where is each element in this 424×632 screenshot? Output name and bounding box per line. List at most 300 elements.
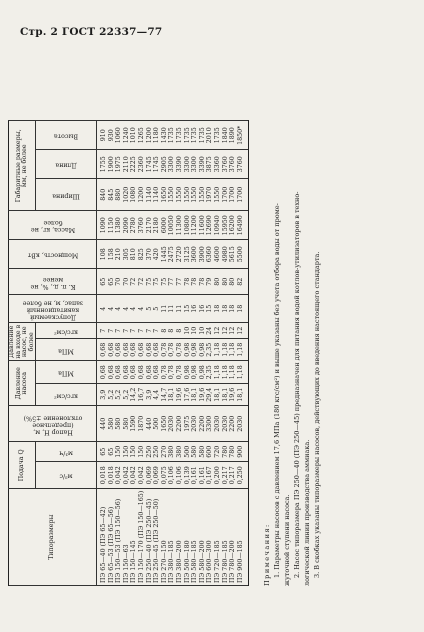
cell-q-h: 780: [222, 442, 230, 462]
cell-h: 1265: [138, 121, 146, 150]
header-pressure-mpa: МПа: [36, 361, 97, 384]
cell-eff: 80: [230, 269, 238, 295]
cell-q-h: 720: [214, 442, 222, 462]
cell-mpa: 0,98: [199, 361, 207, 384]
cell-npsh: 11: [169, 295, 177, 323]
cell-mpa: 1,18: [214, 361, 222, 384]
cell-power: 158: [108, 240, 116, 269]
cell-head: 2030: [214, 406, 222, 442]
cell-power: 1445: [161, 240, 169, 269]
cell-h: 1735: [176, 121, 184, 150]
cell-q-h: 780: [230, 442, 238, 462]
cell-kgf2: 12: [230, 323, 238, 339]
header-width: Ширина: [36, 179, 97, 211]
cell-kgf2: 12: [214, 323, 222, 339]
cell-eff: 65: [108, 269, 116, 295]
cell-kgf: 18,1: [222, 384, 230, 406]
header-inlet-kgf: кгс/см²: [36, 323, 97, 339]
cell-l: 1745: [146, 150, 154, 179]
header-flow-m3h: м³/ч: [36, 442, 97, 462]
cell-q-s: 0,106: [169, 462, 177, 489]
cell-inlet-mpa: 0,78: [169, 339, 177, 361]
cell-w: 1700: [222, 179, 230, 211]
cell-q-s: 0,161: [199, 462, 207, 489]
cell-head: 1870: [138, 406, 146, 442]
cell-q-h: 380: [169, 442, 177, 462]
cell-w: 1550: [192, 179, 200, 211]
cell-kgf: 18,1: [214, 384, 222, 406]
cell-q-h: 250: [154, 442, 162, 462]
cell-head: 2200: [199, 406, 207, 442]
cell-kgf2: 8: [169, 323, 177, 339]
cell-mpa: 2,35: [207, 361, 215, 384]
cell-mpa: 1,18: [222, 361, 230, 384]
cell-kgf2: 10: [199, 323, 207, 339]
cell-q-h: 65: [97, 442, 108, 462]
cell-model: ПЭ 500—180: [184, 489, 192, 586]
cell-inlet-mpa: 1,18: [222, 339, 230, 361]
cell-model: ПЭ 720—185: [214, 489, 222, 586]
cell-kgf2: 8: [176, 323, 184, 339]
cell-h: 1240: [123, 121, 131, 150]
cell-power: 420: [154, 240, 162, 269]
notes-section: [262, 34, 322, 586]
cell-model: ПЭ 600—300: [207, 489, 215, 586]
cell-h: 1735: [192, 121, 200, 150]
cell-w: 1550: [184, 179, 192, 211]
cell-head: 440: [146, 406, 154, 442]
cell-eff: 75: [161, 269, 169, 295]
cell-q-s: 0,200: [214, 462, 222, 489]
cell-mass: 11300: [176, 211, 184, 240]
cell-q-h: 150: [123, 442, 131, 462]
cell-kgf: 3,9: [97, 384, 108, 406]
cell-npsh: 11: [161, 295, 169, 323]
cell-kgf2: 7: [154, 323, 162, 339]
header-height: Высота: [36, 121, 97, 150]
cell-w: 1550: [199, 179, 207, 211]
cell-h: 1735: [184, 121, 192, 150]
cell-npsh: 16: [192, 295, 200, 323]
cell-mass: 2780: [131, 211, 139, 240]
cell-q-h: 600: [207, 442, 215, 462]
cell-mpa: 0,98: [192, 361, 200, 384]
cell-power: 825: [138, 240, 146, 269]
cell-q-h: 150: [116, 442, 124, 462]
cell-eff: 77: [176, 269, 184, 295]
cell-eff: 70: [123, 269, 131, 295]
cell-l: 3360: [214, 150, 222, 179]
cell-model: ПЭ 780—185: [222, 489, 230, 586]
cell-w: 1650: [161, 179, 169, 211]
cell-model: ПЭ 150—53 (ПЭ 150—56): [116, 489, 124, 586]
cell-mass: 15950: [222, 211, 230, 240]
cell-power: 6360: [207, 240, 215, 269]
rotated-page-content: [8, 12, 408, 612]
cell-h: 1200: [146, 121, 154, 150]
cell-h: 910: [97, 121, 108, 150]
cell-l: 1975: [116, 150, 124, 179]
cell-inlet-mpa: 0,68: [138, 339, 146, 361]
cell-inlet-mpa: 2,35: [207, 339, 215, 361]
cell-q-s: 0,069: [154, 462, 162, 489]
notes-list: [272, 34, 322, 586]
cell-mass: 11200: [192, 211, 200, 240]
cell-kgf: 5,2: [116, 384, 124, 406]
cell-model: ПЭ 580—200: [199, 489, 207, 586]
cell-w: 1550: [169, 179, 177, 211]
cell-kgf: 17,6: [184, 384, 192, 406]
cell-model: ПЭ 270—150: [161, 489, 169, 586]
cell-mpa: 0,78: [169, 361, 177, 384]
cell-model: ПЭ 780—200: [230, 489, 238, 586]
cell-mpa: 1,18: [237, 361, 248, 384]
cell-mpa: 1,18: [230, 361, 238, 384]
cell-inlet-mpa: 0,98: [192, 339, 200, 361]
cell-head: 580: [116, 406, 124, 442]
cell-kgf: 16,7: [138, 384, 146, 406]
cell-q-h: 380: [176, 442, 184, 462]
cell-kgf2: 10: [184, 323, 192, 339]
cell-w: 845: [108, 179, 116, 211]
cell-l: 2905: [161, 150, 169, 179]
cell-model: ПЭ 150—63: [123, 489, 131, 586]
cell-mass: 6000: [161, 211, 169, 240]
note-line: 3. В скобках указаны типоразмеры насосов, действующих до введения настоящего стандарта.: [313, 251, 321, 578]
cell-mpa: 0,68: [123, 361, 131, 384]
cell-l: 1745: [154, 150, 162, 179]
cell-kgf: 4,4: [154, 384, 162, 406]
header-pressure-kgf: кгс/см²: [36, 384, 97, 406]
cell-kgf: 18,1: [192, 384, 200, 406]
cell-q-s: 0,217: [222, 462, 230, 489]
cell-w: 1140: [154, 179, 162, 211]
cell-l: 3875: [207, 150, 215, 179]
cell-kgf2: 7: [97, 323, 108, 339]
header-inlet-mpa: МПа: [36, 339, 97, 361]
cell-w: 1140: [146, 179, 154, 211]
cell-model: ПЭ 150—145: [131, 489, 139, 586]
table-row: [138, 121, 146, 586]
cell-mass: 1090: [97, 211, 108, 240]
cell-w: 880: [116, 179, 124, 211]
cell-inlet-mpa: 0,68: [131, 339, 139, 361]
table-row: [214, 121, 222, 586]
cell-npsh: 18: [237, 295, 248, 323]
cell-eff: 72: [138, 269, 146, 295]
cell-inlet-mpa: 0,68: [154, 339, 162, 361]
cell-kgf: 19,6: [176, 384, 184, 406]
cell-q-h: 250: [146, 442, 154, 462]
header-pressure: Давление насоса: [9, 361, 36, 406]
cell-h: 1850*: [237, 121, 248, 150]
cell-eff: 78: [184, 269, 192, 295]
cell-q-s: 0,018: [97, 462, 108, 489]
cell-eff: 72: [131, 269, 139, 295]
cell-eff: 75: [154, 269, 162, 295]
cell-kgf: 19,6: [199, 384, 207, 406]
cell-head: 2200: [230, 406, 238, 442]
cell-eff: 75: [146, 269, 154, 295]
cell-h: 2010: [207, 121, 215, 150]
cell-power: 3900: [199, 240, 207, 269]
header-mass: Масса, кг, не более: [9, 211, 97, 240]
cell-mass: 1150: [108, 211, 116, 240]
cell-l: 3300: [169, 150, 177, 179]
cell-power: 305: [123, 240, 131, 269]
cell-kgf2: 7: [131, 323, 139, 339]
cell-q-s: 0,042: [138, 462, 146, 489]
cell-q-s: 0,042: [116, 462, 124, 489]
cell-npsh: 11: [176, 295, 184, 323]
header-npsh: Допускаемый кавитационный запас, м, не более: [9, 295, 97, 323]
cell-l: 1900: [108, 150, 116, 179]
cell-q-h: 900: [237, 442, 248, 462]
cell-eff: 80: [214, 269, 222, 295]
cell-kgf2: 7: [146, 323, 154, 339]
cell-npsh: 4: [97, 295, 108, 323]
cell-inlet-mpa: 0,68: [108, 339, 116, 361]
cell-inlet-mpa: 1,18: [230, 339, 238, 361]
cell-kgf2: 7: [123, 323, 131, 339]
pump-specifications-table: [8, 120, 249, 586]
table-row: [176, 121, 184, 586]
cell-npsh: 16: [199, 295, 207, 323]
cell-q-s: 0,042: [131, 462, 139, 489]
cell-h: 1735: [169, 121, 177, 150]
cell-kgf2: 24: [207, 323, 215, 339]
cell-kgf: 18,1: [237, 384, 248, 406]
cell-h: 1010: [131, 121, 139, 150]
page-header: Стр. 2 ГОСТ 22337—77: [20, 26, 163, 38]
cell-mpa: 0,68: [116, 361, 124, 384]
cell-h: 1735: [199, 121, 207, 150]
cell-inlet-mpa: 0,78: [161, 339, 169, 361]
cell-q-s: 0,075: [161, 462, 169, 489]
header-power: Мощность, кВт: [9, 240, 97, 269]
cell-h: 1735: [214, 121, 222, 150]
cell-inlet-mpa: 0,68: [146, 339, 154, 361]
cell-l: 3760: [222, 150, 230, 179]
cell-l: 3760: [237, 150, 248, 179]
cell-kgf2: 10: [192, 323, 200, 339]
cell-inlet-mpa: 0,98: [199, 339, 207, 361]
cell-head: 1975: [184, 406, 192, 442]
header-flow: Подача Q: [9, 442, 36, 489]
cell-npsh: 4: [138, 295, 146, 323]
cell-w: 1020: [123, 179, 131, 211]
table-body: [97, 121, 248, 586]
cell-q-h: 150: [131, 442, 139, 462]
table-row: [97, 121, 108, 586]
cell-q-h: 150: [138, 442, 146, 462]
note-line: жуточной ступени насоса.: [283, 494, 291, 586]
cell-eff: 82: [237, 269, 248, 295]
cell-h: 1890: [230, 121, 238, 150]
cell-kgf: 29,4: [207, 384, 215, 406]
note-line: 2. Насос типоразмера ПЭ 250—40 (ПЭ 250—45) предназначен для питания водой котлов-утилизаторов в техно-: [293, 191, 301, 578]
cell-power: 5615: [230, 240, 238, 269]
cell-inlet-mpa: 0,98: [184, 339, 192, 361]
cell-npsh: 4: [116, 295, 124, 323]
cell-mass: 11600: [199, 211, 207, 240]
cell-mass: 1380: [116, 211, 124, 240]
cell-mass: 2090: [123, 211, 131, 240]
cell-mpa: 0,98: [184, 361, 192, 384]
cell-q-s: 0,069: [146, 462, 154, 489]
note-line: логической линии производства аммиака.: [303, 439, 311, 586]
cell-w: 1700: [230, 179, 238, 211]
cell-l: 3300: [184, 150, 192, 179]
cell-power: 3600: [192, 240, 200, 269]
cell-head: 3300: [207, 406, 215, 442]
cell-eff: 80: [222, 269, 230, 295]
cell-w: 1550: [214, 179, 222, 211]
cell-npsh: 18: [222, 295, 230, 323]
cell-npsh: 5: [146, 295, 154, 323]
cell-power: 4980: [222, 240, 230, 269]
cell-head: 2030: [222, 406, 230, 442]
cell-power: 108: [97, 240, 108, 269]
cell-q-h: 65: [108, 442, 116, 462]
cell-eff: 78: [192, 269, 200, 295]
cell-power: 4600: [214, 240, 222, 269]
cell-inlet-mpa: 1,18: [214, 339, 222, 361]
cell-npsh: 18: [230, 295, 238, 323]
cell-power: 370: [146, 240, 154, 269]
cell-kgf2: 7: [108, 323, 116, 339]
header-dimensions: Габаритные размеры, мм, не более: [9, 121, 36, 211]
header-flow-m3s: м³/с: [36, 462, 97, 489]
cell-power: 2475: [169, 240, 177, 269]
cell-mass: 2170: [146, 211, 154, 240]
cell-w: 1550: [176, 179, 184, 211]
cell-eff: 77: [169, 269, 177, 295]
cell-head: 580: [108, 406, 116, 442]
table-row: [230, 121, 238, 586]
cell-kgf: 14,7: [161, 384, 169, 406]
cell-model: ПЭ 150—170 (ПЭ 150—165): [138, 489, 146, 586]
cell-power: 3125: [184, 240, 192, 269]
cell-npsh: 15: [207, 295, 215, 323]
cell-q-s: 0,018: [108, 462, 116, 489]
cell-q-s: 0,161: [192, 462, 200, 489]
cell-power: 210: [116, 240, 124, 269]
cell-head: 1590: [131, 406, 139, 442]
cell-q-h: 580: [192, 442, 200, 462]
cell-model: ПЭ 65—53 (ПЭ 65—56): [108, 489, 116, 586]
cell-mass: 10940: [214, 211, 222, 240]
table-row: [237, 121, 248, 586]
cell-mpa: 0,78: [176, 361, 184, 384]
cell-mass: 12690: [207, 211, 215, 240]
cell-h: 1430: [161, 121, 169, 150]
cell-l: 2225: [131, 150, 139, 179]
cell-mpa: 0,68: [154, 361, 162, 384]
cell-head: 500: [154, 406, 162, 442]
cell-eff: 79: [207, 269, 215, 295]
cell-mass: 10800: [184, 211, 192, 240]
cell-w: 840: [97, 179, 108, 211]
cell-q-s: 0,250: [237, 462, 248, 489]
cell-npsh: 4: [123, 295, 131, 323]
cell-l: 2360: [138, 150, 146, 179]
cell-mpa: 0,68: [97, 361, 108, 384]
cell-q-h: 270: [161, 442, 169, 462]
cell-q-s: 0,139: [184, 462, 192, 489]
header-model: Типоразмеры: [9, 489, 97, 586]
cell-kgf: 19,6: [230, 384, 238, 406]
cell-model: ПЭ 900—185: [237, 489, 248, 586]
cell-kgf2: 7: [138, 323, 146, 339]
cell-kgf: 18,1: [169, 384, 177, 406]
cell-npsh: 5: [154, 295, 162, 323]
cell-head: 2030: [192, 406, 200, 442]
note-line: 1. Параметры насосов с давлением 17,6 МПа (180 кгс/см²) и выше указаны без учета отбора воды от проме-: [273, 203, 281, 578]
cell-head: 440: [97, 406, 108, 442]
cell-q-h: 580: [199, 442, 207, 462]
cell-mpa: 0,68: [131, 361, 139, 384]
cell-l: 3760: [230, 150, 238, 179]
cell-npsh: 4: [131, 295, 139, 323]
cell-npsh: 18: [214, 295, 222, 323]
cell-power: 5500: [237, 240, 248, 269]
cell-npsh: 4: [108, 295, 116, 323]
cell-inlet-mpa: 1,18: [237, 339, 248, 361]
cell-mass: 2180: [154, 211, 162, 240]
cell-npsh: 15: [184, 295, 192, 323]
cell-model: ПЭ 380—200: [176, 489, 184, 586]
cell-kgf2: 8: [161, 323, 169, 339]
cell-eff: 70: [116, 269, 124, 295]
cell-power: 2720: [176, 240, 184, 269]
cell-head: 580: [123, 406, 131, 442]
cell-kgf: 3,9: [146, 384, 154, 406]
cell-inlet-mpa: 0,68: [123, 339, 131, 361]
cell-l: 3300: [192, 150, 200, 179]
cell-l: 2110: [123, 150, 131, 179]
cell-h: 930: [108, 121, 116, 150]
cell-w: 1200: [138, 179, 146, 211]
cell-model: ПЭ 250—45 (ПЭ 250—50): [154, 489, 162, 586]
header-efficiency: К. п. д., %, не менее: [9, 269, 97, 295]
cell-model: ПЭ 250—40 (ПЭ 250—45): [146, 489, 154, 586]
header-inlet-pressure: Давление на входе в насос, не более: [8, 324, 35, 359]
cell-head: 2030: [237, 406, 248, 442]
cell-inlet-mpa: 0,78: [176, 339, 184, 361]
cell-power: 810: [131, 240, 139, 269]
cell-model: ПЭ 380—185: [169, 489, 177, 586]
cell-kgf: 5,2: [123, 384, 131, 406]
cell-kgf2: 7: [116, 323, 124, 339]
cell-mpa: 0,68: [108, 361, 116, 384]
cell-q-s: 0,167: [207, 462, 215, 489]
cell-inlet-mpa: 0,68: [97, 339, 108, 361]
cell-q-s: 0,106: [176, 462, 184, 489]
notes-heading: Примечания:: [263, 523, 271, 586]
cell-kgf: 5,2: [108, 384, 116, 406]
cell-eff: 78: [199, 269, 207, 295]
cell-h: 1180: [154, 121, 162, 150]
cell-w: 1970: [207, 179, 215, 211]
cell-l: 3390: [199, 150, 207, 179]
cell-q-s: 0,217: [230, 462, 238, 489]
cell-model: ПЭ 65—40 (ПЭ 65—42): [97, 489, 108, 586]
header-head: Напор H, м, (предельное отклонение ±5%): [9, 406, 97, 442]
cell-w: 1080: [131, 179, 139, 211]
cell-q-h: 500: [184, 442, 192, 462]
cell-mass: 16200: [230, 211, 238, 240]
